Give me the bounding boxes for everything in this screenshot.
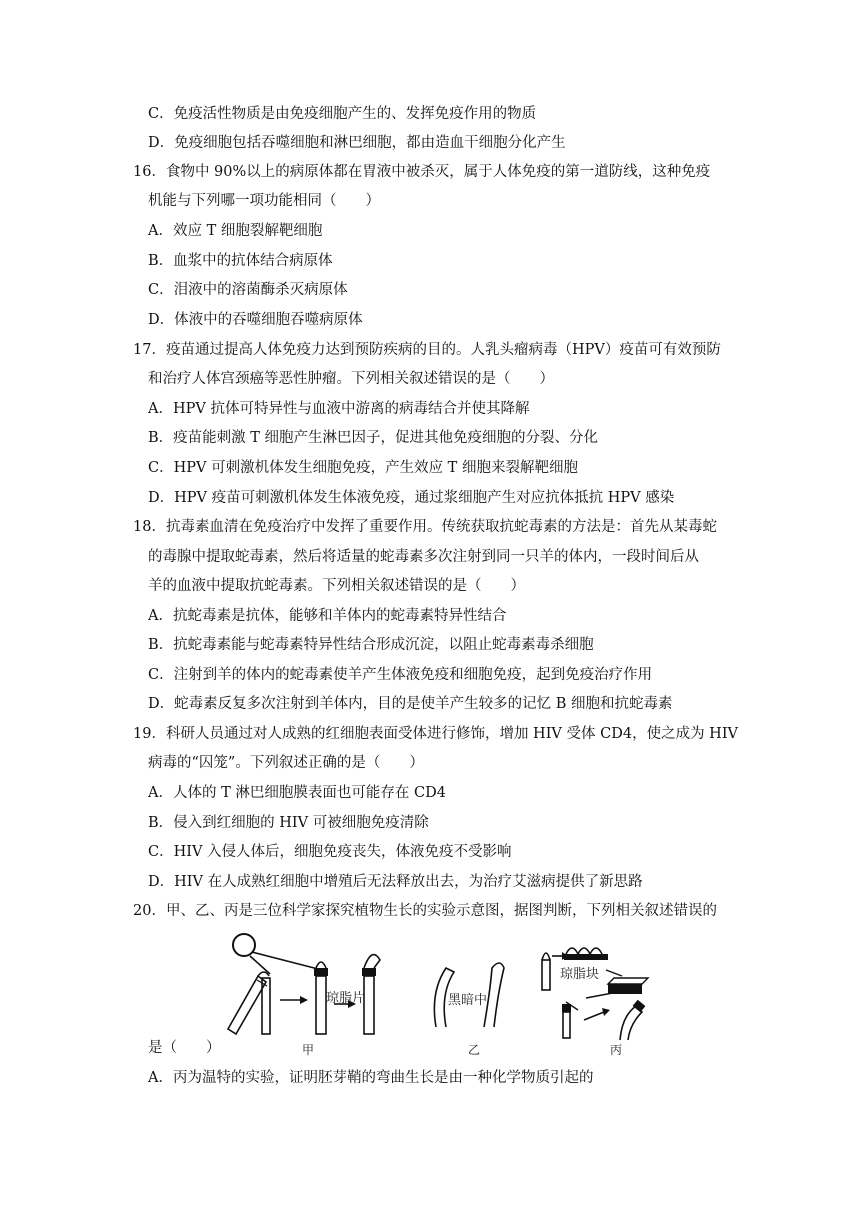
q18-stem-cont-2: 羊的血液中提取抗蛇毒素。下列相关叙述错误的是（ ） [148, 578, 525, 594]
q16-option-a: A．效应 T 细胞裂解靶细胞 [148, 223, 323, 239]
q17-option-c: C．HPV 可刺激机体发生细胞免疫，产生效应 T 细胞来裂解靶细胞 [148, 460, 578, 476]
q18-option-b: B．抗蛇毒素能与蛇毒素特异性结合形成沉淀，以阻止蛇毒素毒杀细胞 [148, 637, 594, 653]
q16-option-c: C．泪液中的溶菌酶杀灭病原体 [148, 282, 348, 298]
q18-stem: 18．抗毒素血清在免疫治疗中发挥了重要作用。传统获取抗蛇毒素的方法是：首先从某毒蛇 [133, 519, 717, 535]
q15-option-d: D．免疫细胞包括吞噬细胞和淋巴细胞，都由造血干细胞分化产生 [148, 135, 566, 151]
q18-option-d: D．蛇毒素反复多次注射到羊体内，目的是使羊产生较多的记忆 B 细胞和抗蛇毒素 [148, 696, 673, 712]
q18-option-a: A．抗蛇毒素是抗体，能够和羊体内的蛇毒素特异性结合 [148, 608, 507, 624]
q18-option-c: C．注射到羊的体内的蛇毒素使羊产生体液免疫和细胞免疫，起到免疫治疗作用 [148, 667, 653, 683]
coleoptile-agar-small-icon [562, 1004, 571, 1038]
q16-option-d: D．体液中的吞噬细胞吞噬病原体 [148, 312, 363, 328]
q19-option-b: B．侵入到红细胞的 HIV 可被细胞免疫清除 [148, 815, 429, 831]
label-bing: 丙 [610, 1043, 623, 1057]
label-yi: 乙 [468, 1043, 481, 1057]
q17-stem: 17．疫苗通过提高人体免疫力达到预防疾病的目的。人乳头瘤病毒（HPV）疫苗可有效预防 [133, 342, 721, 358]
q18-stem-cont-1: 的毒腺中提取蛇毒素，然后将适量的蛇毒素多次注射到同一只羊的体内，一段时间后从 [148, 549, 699, 565]
q19-option-a: A．人体的 T 淋巴细胞膜表面也可能存在 CD4 [148, 785, 446, 801]
plant-growth-experiment-figure [222, 932, 692, 1057]
q16-stem-cont: 机能与下列哪一项功能相同（ ） [148, 193, 380, 209]
coleoptile-curved-icon [620, 1000, 645, 1040]
q19-stem-cont: 病毒的“囚笼”。下列叙述正确的是（ ） [148, 755, 424, 771]
q20-stem: 20．甲、乙、丙是三位科学家探究植物生长的实验示意图，据图判断，下列相关叙述错误的 [133, 903, 717, 919]
q19-stem: 19．科研人员通过对人成熟的红细胞表面受体进行修饰，增加 HIV 受体 CD4，使之成为 HIV [133, 726, 739, 742]
q17-option-a: A．HPV 抗体可特异性与血液中游离的病毒结合并使其降解 [148, 401, 530, 417]
label-agar-block: 琼脂块 [560, 967, 600, 982]
label-jia: 甲 [302, 1043, 315, 1057]
q17-option-d: D．HPV 疫苗可刺激机体发生体液免疫，通过浆细胞产生对应抗体抵抗 HPV 感染 [148, 490, 675, 506]
light-source-icon [233, 934, 255, 956]
q16-stem: 16．食物中 90%以上的病原体都在胃液中被杀灭，属于人体免疫的第一道防线，这种免疫 [133, 164, 711, 180]
q17-stem-cont: 和治疗人体宫颈癌等恶性肿瘤。下列相关叙述错误的是（ ） [148, 371, 554, 387]
label-dark: 黑暗中 [448, 993, 488, 1008]
agar-block-icon [608, 978, 648, 994]
q19-option-c: C．HIV 入侵人体后，细胞免疫丧失，体液免疫不受影响 [148, 844, 512, 860]
label-agar-piece: 琼脂片 [326, 991, 366, 1006]
q15-option-c: C．免疫活性物质是由免疫细胞产生的、发挥免疫作用的物质 [148, 106, 537, 122]
q16-option-b: B．血浆中的抗体结合病原体 [148, 253, 333, 269]
q17-option-b: B．疫苗能刺激 T 细胞产生淋巴因子，促进其他免疫细胞的分裂、分化 [148, 430, 599, 446]
q20-option-a: A．丙为温特的实验，证明胚芽鞘的弯曲生长是由一种化学物质引起的 [148, 1070, 594, 1086]
q20-stem-cont: 是（ ） [148, 1040, 221, 1056]
q19-option-d: D．HIV 在人成熟红细胞中增殖后无法释放出去，为治疗艾滋病提供了新思路 [148, 874, 643, 890]
coleoptile-bending-icon [228, 972, 269, 1034]
